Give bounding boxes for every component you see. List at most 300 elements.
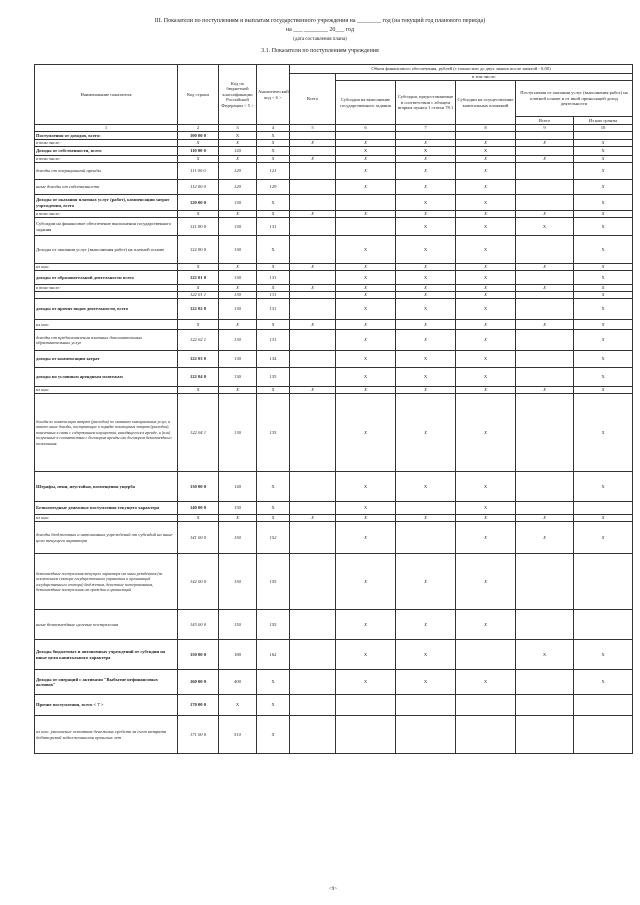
cell-c8: X — [456, 236, 516, 264]
table-row — [35, 320, 633, 330]
row-label: в том числе: — [35, 211, 178, 218]
row-label: Доходы от оказания платных услуг (работ), компенсации затрат учреждения, всего — [35, 195, 178, 211]
col-header-total: Всего — [290, 74, 336, 125]
cell-c7 — [396, 502, 456, 515]
row-label: доходы от прочих видов деятельности, всего — [35, 299, 178, 320]
table-row — [35, 218, 633, 236]
cell-c6 — [336, 218, 396, 236]
cell-c10: X — [574, 156, 633, 163]
cell-an: X — [257, 132, 290, 140]
cell-c7: X — [396, 330, 456, 351]
row-label: из них: — [35, 387, 178, 394]
cell-c9 — [516, 368, 574, 387]
cell-c7: X — [396, 640, 456, 670]
cell-an: 134 — [257, 351, 290, 368]
cell-c7: X — [396, 285, 456, 292]
cell-code: X — [178, 387, 219, 394]
cell-kbk: 130 — [219, 236, 257, 264]
cell-an: 135 — [257, 368, 290, 387]
table-row — [35, 502, 633, 515]
cell-c5 — [290, 670, 336, 695]
cell-c5 — [290, 292, 336, 299]
col-header-c7: Субсидия, предоставляемые в соответствии с абзацем вторым пункта 1 статьи 78.1 — [396, 81, 456, 125]
cell-an: X — [257, 515, 290, 522]
cell-c10 — [574, 695, 633, 716]
cell-c9: X — [516, 211, 574, 218]
row-label: доходы от предоставления платных дополнительных образовательных услуг — [35, 330, 178, 351]
cell-c6: X — [336, 211, 396, 218]
column-number: 10 — [574, 125, 633, 132]
cell-kbk: 130 — [219, 330, 257, 351]
row-label: доходы от операционной аренды — [35, 163, 178, 180]
cell-c8: X — [456, 502, 516, 515]
cell-code: 111 00 0 — [178, 163, 219, 180]
cell-c10 — [574, 610, 633, 640]
cell-c10: X — [574, 140, 633, 147]
row-label: в том числе: — [35, 140, 178, 147]
cell-code: 142 00 0 — [178, 554, 219, 610]
cell-an: 121 — [257, 163, 290, 180]
cell-c9 — [516, 299, 574, 320]
row-label: доходы бюджетных и автономных учреждений от субсидий на иные цели текущего характера — [35, 522, 178, 554]
cell-code: 143 00 0 — [178, 610, 219, 640]
cell-c8: X — [456, 140, 516, 147]
cell-c5 — [290, 394, 336, 472]
col-header-c6: Субсидия на выполнение государственного задания — [336, 81, 396, 125]
cell-c9 — [516, 236, 574, 264]
cell-c5: X — [290, 264, 336, 271]
cell-c8: X — [456, 330, 516, 351]
row-label: Доходы от оказания услуг (выполнения работ) на платной основе — [35, 236, 178, 264]
table-row — [35, 670, 633, 695]
section-title: 3.1. Показатели по поступлениям учреждения — [261, 48, 379, 54]
row-label: из них: — [35, 515, 178, 522]
table-row — [35, 472, 633, 502]
revenue-table — [34, 64, 633, 754]
cell-code: 130 00 0 — [178, 472, 219, 502]
table-row — [35, 156, 633, 163]
cell-an: X — [257, 195, 290, 211]
cell-code: X — [178, 211, 219, 218]
cell-c9: X — [516, 522, 574, 554]
cell-c6: X — [336, 320, 396, 330]
cell-c9: X — [516, 640, 574, 670]
cell-c7: X — [396, 236, 456, 264]
cell-c10: X — [574, 218, 633, 236]
cell-c5: X — [290, 156, 336, 163]
cell-c6: X — [336, 271, 396, 285]
cell-an: X — [257, 140, 290, 147]
cell-c8: X — [456, 554, 516, 610]
cell-code: 150 00 0 — [178, 640, 219, 670]
cell-an: 135 — [257, 394, 290, 472]
cell-c10: X — [574, 351, 633, 368]
cell-an: 131 — [257, 271, 290, 285]
cell-an: X — [257, 472, 290, 502]
cell-c5: X — [290, 320, 336, 330]
cell-kbk: 120 — [219, 163, 257, 180]
cell-c6: X — [336, 330, 396, 351]
cell-kbk: 140 — [219, 472, 257, 502]
cell-code: 122 00 0 — [178, 236, 219, 264]
cell-c9: X — [516, 156, 574, 163]
cell-c7: X — [396, 264, 456, 271]
column-number: 8 — [456, 125, 516, 132]
cell-kbk: 130 — [219, 351, 257, 368]
cell-c6: X — [336, 522, 396, 554]
cell-kbk: 150 — [219, 610, 257, 640]
cell-c9 — [516, 716, 574, 754]
cell-c7: X — [396, 368, 456, 387]
cell-kbk: X — [219, 285, 257, 292]
row-label: доходы по условным арендным платежам — [35, 368, 178, 387]
col-header-volume: Объем финансового обеспечения, рублей (с точностью до двух знаков после запятой - 0,00) — [290, 65, 633, 74]
table-row — [35, 640, 633, 670]
table-row — [35, 271, 633, 285]
cell-c9 — [516, 472, 574, 502]
cell-c9 — [516, 292, 574, 299]
cell-c9: X — [516, 218, 574, 236]
cell-c9: X — [516, 140, 574, 147]
cell-c7 — [396, 695, 456, 716]
column-number: 9 — [516, 125, 574, 132]
cell-c9 — [516, 330, 574, 351]
cell-c8: X — [456, 147, 516, 156]
cell-kbk: X — [219, 211, 257, 218]
cell-c10: X — [574, 180, 633, 195]
cell-kbk: 130 — [219, 195, 257, 211]
table-row — [35, 236, 633, 264]
cell-c8: X — [456, 285, 516, 292]
cell-an: 129 — [257, 180, 290, 195]
cell-c6: X — [336, 394, 396, 472]
cell-an: X — [257, 695, 290, 716]
cell-c8: X — [456, 299, 516, 320]
cell-kbk: X — [219, 140, 257, 147]
cell-c8 — [456, 132, 516, 140]
col-header-analytic: Аналитический код < 6 > — [257, 65, 290, 125]
table-row — [35, 299, 633, 320]
cell-an: 152 — [257, 522, 290, 554]
table-row — [35, 211, 633, 218]
cell-c7: X — [396, 163, 456, 180]
cell-c8: X — [456, 195, 516, 211]
cell-c5 — [290, 180, 336, 195]
cell-c6: X — [336, 147, 396, 156]
cell-c8: X — [456, 522, 516, 554]
cell-c5 — [290, 610, 336, 640]
row-label: Поступления от доходов, всего: — [35, 132, 178, 140]
cell-c5 — [290, 640, 336, 670]
cell-c7: X — [396, 554, 456, 610]
cell-c5 — [290, 716, 336, 754]
table-row — [35, 163, 633, 180]
cell-c6: X — [336, 264, 396, 271]
col-header-c9: Поступления от оказания услуг (выполнения работ) на платной основе и от иной приносящей доход деятельности — [516, 81, 633, 117]
cell-c10 — [574, 716, 633, 754]
cell-an: 131 — [257, 218, 290, 236]
cell-c6: X — [336, 156, 396, 163]
row-label: из них: увеличение остатков денежных средств за счет возврата дебиторской задолженности прошлых лет — [35, 716, 178, 754]
cell-c9 — [516, 132, 574, 140]
row-label: Доходы от операций с активами "Выбытие нефинансовых активов" — [35, 670, 178, 695]
cell-c10: X — [574, 515, 633, 522]
column-number: 3 — [219, 125, 257, 132]
cell-c6: X — [336, 163, 396, 180]
cell-c6 — [336, 716, 396, 754]
cell-c8: X — [456, 387, 516, 394]
cell-c5 — [290, 147, 336, 156]
cell-an: 131 — [257, 292, 290, 299]
cell-c5 — [290, 351, 336, 368]
cell-c5 — [290, 218, 336, 236]
cell-c5 — [290, 368, 336, 387]
cell-code: 121 00 0 — [178, 218, 219, 236]
cell-c10: X — [574, 147, 633, 156]
cell-c9 — [516, 394, 574, 472]
row-label: иные доходы от собственности — [35, 180, 178, 195]
cell-code: X — [178, 320, 219, 330]
cell-c10: X — [574, 387, 633, 394]
col-header-code: Код строки — [178, 65, 219, 125]
cell-c7: X — [396, 320, 456, 330]
cell-c8 — [456, 716, 516, 754]
cell-c10: X — [574, 472, 633, 502]
report-header-line1: III. Показатели по поступлениям и выплатам государственного учреждения на ________ год (на текущий год планового периода) — [154, 18, 486, 24]
cell-c6: X — [336, 670, 396, 695]
row-label: доходы от образовательной деятельности всего — [35, 271, 178, 285]
cell-c7: X — [396, 218, 456, 236]
cell-c10: X — [574, 292, 633, 299]
cell-c7: X — [396, 156, 456, 163]
cell-c8 — [456, 695, 516, 716]
cell-kbk: X — [219, 132, 257, 140]
cell-c8: X — [456, 351, 516, 368]
table-row — [35, 522, 633, 554]
cell-c6: X — [336, 140, 396, 147]
cell-an: 162 — [257, 640, 290, 670]
cell-c9: X — [516, 320, 574, 330]
cell-an: X — [257, 156, 290, 163]
col-header-incl: в том числе: — [336, 74, 633, 81]
cell-c9 — [516, 271, 574, 285]
cell-c5 — [290, 271, 336, 285]
col-header-name: Наименование показателя — [35, 65, 178, 125]
cell-c8: X — [456, 211, 516, 218]
cell-c9 — [516, 502, 574, 515]
cell-code: 122 01 1 — [178, 292, 219, 299]
cell-c10: X — [574, 285, 633, 292]
cell-c7: X — [396, 610, 456, 640]
cell-an: 155 — [257, 554, 290, 610]
cell-c8: X — [456, 515, 516, 522]
row-label: Доходы от собственности, всего — [35, 147, 178, 156]
cell-c5 — [290, 163, 336, 180]
cell-c5: X — [290, 387, 336, 394]
cell-c10: X — [574, 320, 633, 330]
cell-code: 140 00 0 — [178, 502, 219, 515]
cell-c6: X — [336, 387, 396, 394]
cell-c8 — [456, 640, 516, 670]
cell-code: 122 02 0 — [178, 299, 219, 320]
cell-c5 — [290, 330, 336, 351]
cell-c7 — [396, 716, 456, 754]
cell-c7: X — [396, 195, 456, 211]
cell-c7: X — [396, 387, 456, 394]
cell-c8: X — [456, 218, 516, 236]
cell-c7: X — [396, 271, 456, 285]
cell-c7: X — [396, 147, 456, 156]
cell-c10: X — [574, 264, 633, 271]
cell-c8: X — [456, 472, 516, 502]
cell-kbk: X — [219, 387, 257, 394]
cell-c8: X — [456, 670, 516, 695]
row-label: из них: — [35, 320, 178, 330]
cell-c9 — [516, 180, 574, 195]
table-row — [35, 368, 633, 387]
cell-code: 170 00 0 — [178, 695, 219, 716]
cell-code: X — [178, 285, 219, 292]
cell-c6: X — [336, 640, 396, 670]
table-row — [35, 140, 633, 147]
cell-kbk: 400 — [219, 670, 257, 695]
table-row — [35, 351, 633, 368]
report-header-line2: на ___ ________ 20___ год — [285, 27, 355, 33]
cell-c10: X — [574, 299, 633, 320]
cell-c5: X — [290, 515, 336, 522]
cell-kbk: 130 — [219, 299, 257, 320]
cell-an: X — [257, 502, 290, 515]
cell-c8: X — [456, 610, 516, 640]
row-label: доходы по компенсации затрат (расходов) по оказанию коммунальных услуг, а также иные доходы, поступающие в порядке возмещения затрат (расходов), понесенных в связи с содержанием имущества, находящегося в аренде, и (или) полученные в соответствии с договором аренды или договором безвозмездного пользования — [35, 394, 178, 472]
cell-c5 — [290, 299, 336, 320]
row-label: доходы от компенсации затрат — [35, 351, 178, 368]
cell-c9: X — [516, 285, 574, 292]
cell-an: X — [257, 211, 290, 218]
cell-c5: X — [290, 285, 336, 292]
col-header-c9-total: Всего — [516, 117, 574, 125]
table-row — [35, 195, 633, 211]
cell-c8: X — [456, 271, 516, 285]
cell-kbk: 130 — [219, 394, 257, 472]
cell-code: X — [178, 264, 219, 271]
cell-code: 122 02 1 — [178, 330, 219, 351]
cell-c10: X — [574, 211, 633, 218]
cell-c9 — [516, 554, 574, 610]
col-header-c8: Субсидии на осуществление капитальных вложений — [456, 81, 516, 125]
cell-c7 — [396, 522, 456, 554]
cell-kbk: 150 — [219, 522, 257, 554]
row-label: Безвозмездные денежные поступления текущего характера — [35, 502, 178, 515]
cell-code: 171 00 0 — [178, 716, 219, 754]
row-label: из них: — [35, 264, 178, 271]
column-number: 6 — [336, 125, 396, 132]
cell-c10 — [574, 132, 633, 140]
cell-c6: X — [336, 554, 396, 610]
cell-c6: X — [336, 368, 396, 387]
cell-kbk: 130 — [219, 292, 257, 299]
row-label: в том числе: — [35, 156, 178, 163]
cell-c5 — [290, 522, 336, 554]
cell-c5 — [290, 132, 336, 140]
cell-an: 131 — [257, 330, 290, 351]
cell-c7: X — [396, 472, 456, 502]
cell-an: 131 — [257, 299, 290, 320]
cell-an: X — [257, 670, 290, 695]
cell-kbk: 180 — [219, 640, 257, 670]
cell-c6: X — [336, 472, 396, 502]
cell-c7: X — [396, 299, 456, 320]
cell-code: 100 00 0 — [178, 132, 219, 140]
cell-c10: X — [574, 163, 633, 180]
cell-an: X — [257, 236, 290, 264]
cell-c9 — [516, 147, 574, 156]
cell-c5 — [290, 236, 336, 264]
cell-c9: X — [516, 515, 574, 522]
row-label: Субсидии на финансовое обеспечение выполнения государственного задания — [35, 218, 178, 236]
column-number: 5 — [290, 125, 336, 132]
cell-c9 — [516, 695, 574, 716]
cell-c5: X — [290, 140, 336, 147]
cell-kbk: 150 — [219, 554, 257, 610]
cell-an: X — [257, 147, 290, 156]
cell-c7: X — [396, 180, 456, 195]
cell-code: 120 00 0 — [178, 195, 219, 211]
page-footer: <9> — [328, 887, 338, 892]
cell-c10: X — [574, 640, 633, 670]
table-row — [35, 610, 633, 640]
cell-c8: X — [456, 163, 516, 180]
cell-c6: X — [336, 515, 396, 522]
row-label: безвозмездные поступления текущего характера от иных резидентов (за исключением сектора государственного управления и организаций государственного сектора) бюджетам, денежные пожертвования, безвозмездные поступления от граждан и организаций — [35, 554, 178, 610]
table-row — [35, 180, 633, 195]
cell-c5 — [290, 195, 336, 211]
column-number: 2 — [178, 125, 219, 132]
cell-code: 141 00 0 — [178, 522, 219, 554]
cell-code: 122 04 1 — [178, 394, 219, 472]
cell-c10 — [574, 502, 633, 515]
cell-kbk: X — [219, 156, 257, 163]
cell-an: X — [257, 264, 290, 271]
cell-kbk: 510 — [219, 716, 257, 754]
table-row — [35, 394, 633, 472]
cell-c10: X — [574, 368, 633, 387]
cell-kbk: 120 — [219, 180, 257, 195]
cell-code: 122 03 0 — [178, 351, 219, 368]
table-row — [35, 387, 633, 394]
cell-c9: X — [516, 264, 574, 271]
cell-kbk: 120 — [219, 147, 257, 156]
cell-c6: X — [336, 502, 396, 515]
table-row — [35, 264, 633, 271]
cell-c6: X — [336, 610, 396, 640]
cell-c7: X — [396, 140, 456, 147]
cell-code: 122 04 0 — [178, 368, 219, 387]
row-label: иные безвозмездные целевые поступления — [35, 610, 178, 640]
cell-c7 — [396, 132, 456, 140]
cell-c8: X — [456, 368, 516, 387]
cell-an: X — [257, 285, 290, 292]
cell-kbk: X — [219, 515, 257, 522]
cell-c7: X — [396, 211, 456, 218]
cell-c6 — [336, 195, 396, 211]
cell-c6: X — [336, 236, 396, 264]
column-number: 7 — [396, 125, 456, 132]
table-row — [35, 716, 633, 754]
cell-kbk: X — [219, 264, 257, 271]
cell-c10: X — [574, 330, 633, 351]
cell-c8: X — [456, 320, 516, 330]
